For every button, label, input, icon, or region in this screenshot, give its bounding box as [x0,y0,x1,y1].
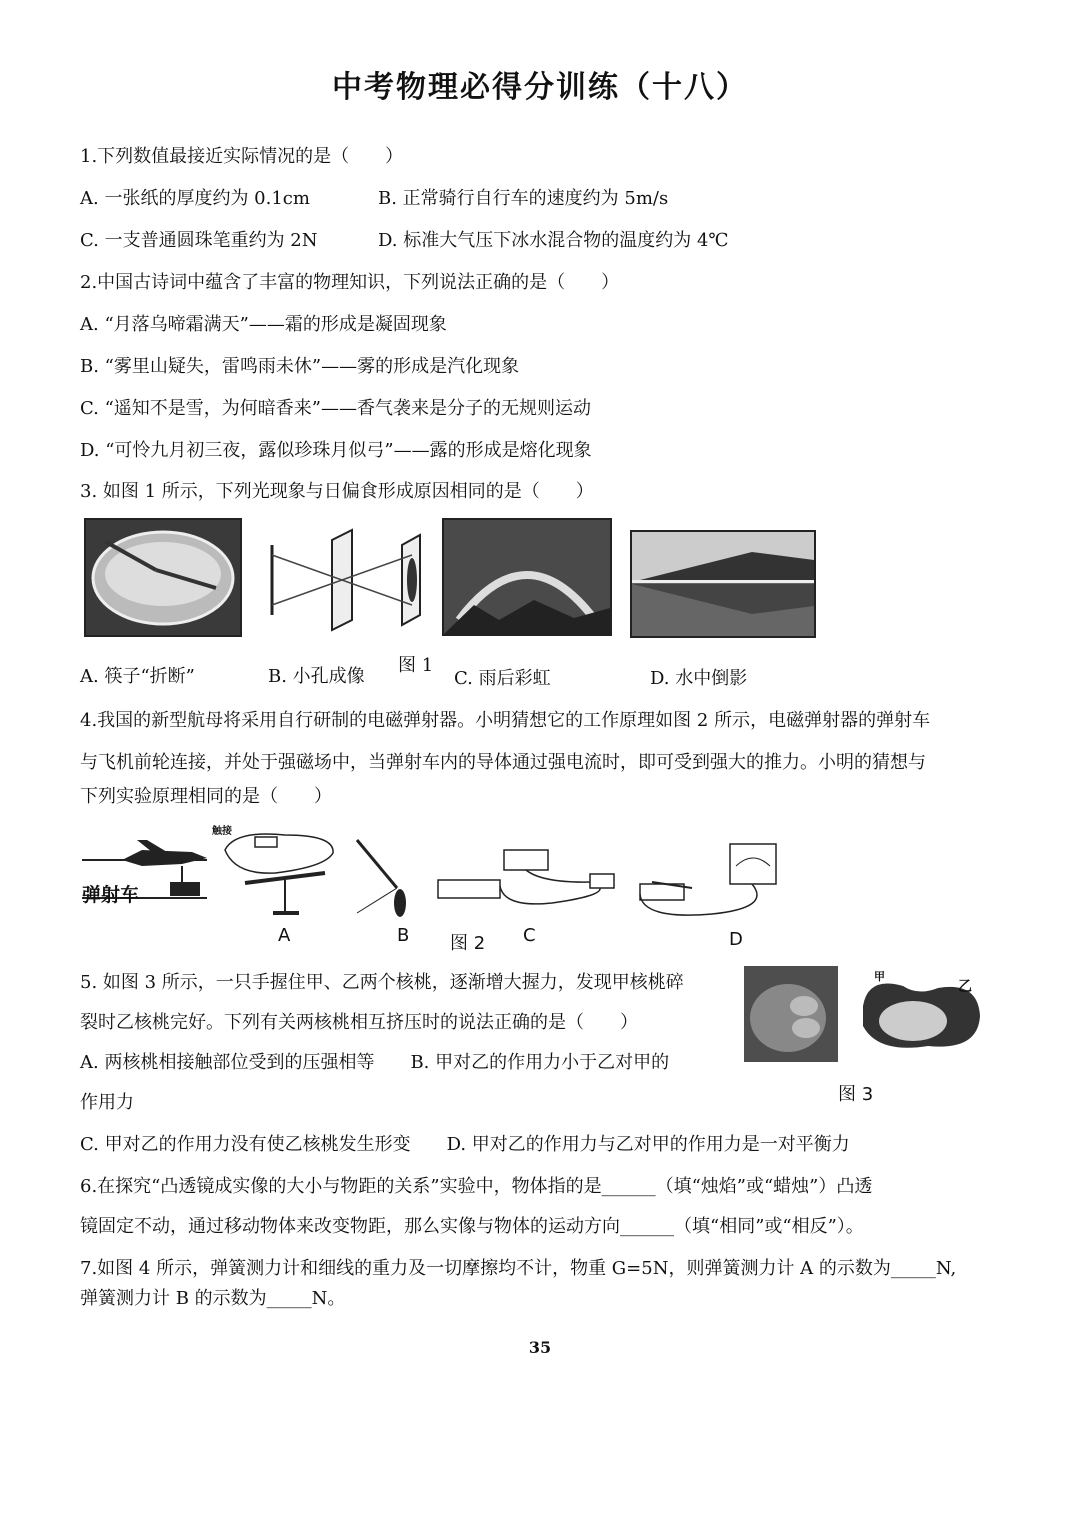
catapult-car-label: 弹射车 [82,884,140,906]
walnut-jia-label: 甲 [874,970,885,983]
page-number: 35 [528,1338,552,1357]
pinhole-diagram [262,525,432,630]
rainbow-photo [442,518,612,636]
q1-option-a: A. 一张纸的厚度约为 0.1cm [80,188,310,209]
q5-options-ab-cont: 作用力 [80,1092,134,1113]
touch-label: 触接 [212,826,232,837]
q3-stem: 3. 如图 1 所示，下列光现象与日偏食形成原因相同的是（ ） [80,481,594,502]
q7-line-2: 弹簧测力计 B 的示数为_____N。 [80,1288,346,1309]
q4-line-1: 4.我国的新型航母将采用自行研制的电磁弹射器。小明猜想它的工作原理如图 2 所示，电磁弹射器的弹射车 [80,710,931,731]
walnut-hand-photo [744,966,838,1062]
q3-option-c: C. 雨后彩虹 [454,668,551,689]
q1-stem: 1.下列数值最接近实际情况的是（ ） [80,146,404,167]
q1-option-d: D. 标准大气压下冰水混合物的温度约为 4℃ [378,230,729,251]
experiment-c-diagram [432,848,622,913]
figure-1-label: 图 1 [398,655,434,676]
chopsticks-photo [84,518,242,637]
q5-options-cd: C. 甲对乙的作用力没有使乙核桃发生形变 D. 甲对乙的作用力与乙对甲的作用力是一对平衡力 [80,1134,850,1155]
reflection-photo [630,530,816,638]
q2-option-b: B. “雾里山疑失，雷鸣雨未休”——雾的形成是汽化现象 [80,356,520,377]
rainbow-drawing [444,520,610,634]
q5-options-ab: A. 两核桃相接触部位受到的压强相等 B. 甲对乙的作用力小于乙对甲的 [80,1052,670,1073]
figure-3-label: 图 3 [838,1084,874,1105]
q3-option-d: D. 水中倒影 [650,668,748,689]
experiment-d-label: D [729,929,743,950]
walnut-hand-drawing [744,966,838,1062]
reflection-drawing [632,532,814,636]
q2-option-a: A. “月落乌啼霜满天”——霜的形成是凝固现象 [80,314,447,335]
q6-line-2: 镜固定不动，通过移动物体来改变物距，那么实像与物体的运动方向______（填“相同”或“相反”）。 [80,1216,864,1237]
q5-line-1: 5. 如图 3 所示，一只手握住甲、乙两个核桃，逐渐增大握力，发现甲核桃碎 [80,972,684,993]
experiment-a-diagram [215,825,345,920]
q6-line-1: 6.在探究“凸透镜成实像的大小与物距的关系”实验中，物体指的是______（填“烛焰”或“蜡烛”）凸透 [80,1176,873,1197]
q2-option-d: D. “可怜九月初三夜，露似珍珠月似弓”——露的形成是熔化现象 [80,440,592,461]
q5-line-2: 裂时乙核桃完好。下列有关两核桃相互挤压时的说法正确的是（ ） [80,1012,638,1033]
experiment-c-label: C [523,925,536,946]
q4-line-2: 与飞机前轮连接，并处于强磁场中，当弹射车内的导体通过强电流时，即可受到强大的推力。小明的猜想与 [80,752,926,773]
chopsticks-drawing [86,520,240,635]
q1-option-c: C. 一支普通圆珠笔重约为 2N [80,230,318,251]
figure-2-label: 图 2 [450,933,486,954]
experiment-b-diagram [352,838,422,923]
q2-stem: 2.中国古诗词中蕴含了丰富的物理知识，下列说法正确的是（ ） [80,272,620,293]
q7-line-1: 7.如图 4 所示，弹簧测力计和细线的重力及一切摩擦均不计，物重 G=5N，则弹簧测力计 A 的示数为_____N, [80,1258,957,1279]
experiment-d-diagram [632,842,780,920]
q1-option-b: B. 正常骑行自行车的速度约为 5m/s [378,188,669,209]
page-title: 中考物理必得分训练（十八） [332,70,748,105]
q2-option-c: C. “遥知不是雪，为何暗香来”——香气袭来是分子的无规则运动 [80,398,591,419]
experiment-b-label: B [397,925,410,946]
experiment-a-label: A [278,925,291,946]
q4-line-3: 下列实验原理相同的是（ ） [80,786,332,807]
walnut-yi-label: 乙 [958,979,972,995]
q3-option-b: B. 小孔成像 [268,666,365,687]
q3-option-a: A. 筷子“折断” [80,666,195,687]
